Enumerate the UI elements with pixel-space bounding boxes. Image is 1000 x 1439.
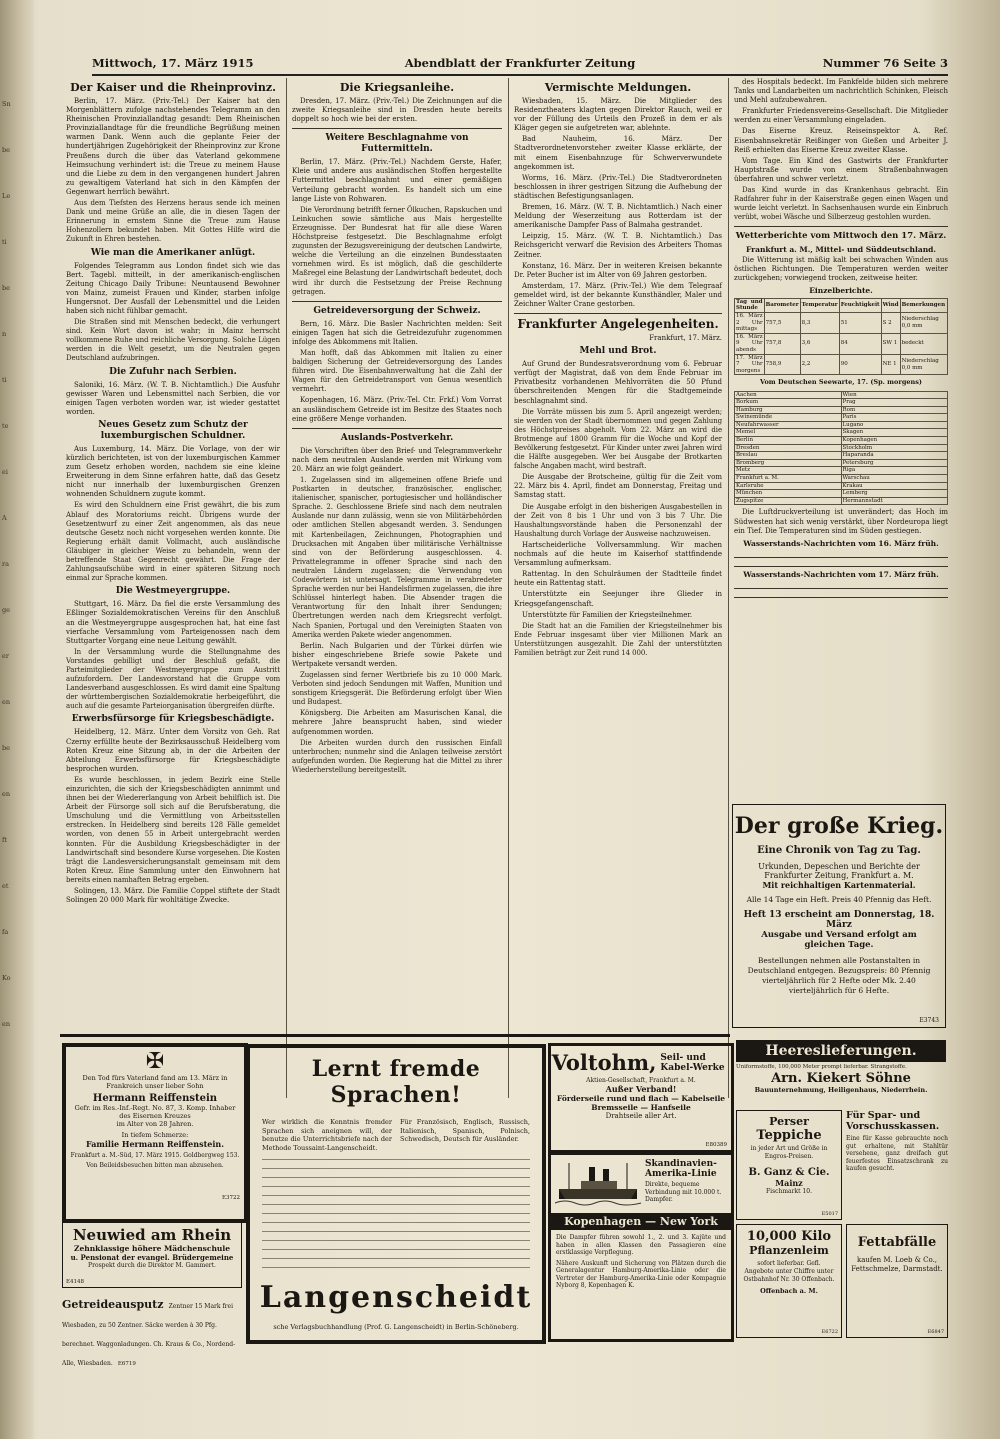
article-headline: Der Kaiser und die Rheinprovinz. <box>70 81 276 94</box>
article-text-continued: Das Kind wurde in das Krankenhaus gebracht. Ein Radfahrer fuhr in der Kaiserstraße gegen einen Wagen und wurde leicht verletzt. In Sachsenhausen wurde ein Einbruch verübt, wobei Wäsche und Silberzeug gestohlen wurden. <box>734 186 948 222</box>
ad-heereslieferungen <box>736 1040 946 1104</box>
station-name: Krakau <box>841 482 948 490</box>
article-text: Worms, 16. März. (Priv.-Tel.) Die Stadtverordneten beschlossen in ihrer gestrigen Sitzung die Aufhebung der städtischen Befestigungsanlagen. <box>514 173 722 200</box>
article-text: Unterstützte für Familien der Kriegsteilnehmer. <box>522 610 693 619</box>
column-rule <box>286 78 287 1098</box>
station-name: Memel <box>735 429 842 437</box>
ad-line: Mit reichhaltigen Kartenmaterial. <box>762 880 916 890</box>
article-text: Solingen, 13. März. Die Familie Coppel stiftete der Stadt Solingen 20 000 Mark für wohltätige Zwecke. <box>66 887 280 905</box>
article-text: Bremen, 16. März. (W. T. B. Nichtamtlich.) Nach einer Meldung der Weserzeitung aus Rotterdam ist der amerikanische Dampfer Pass of Balmaha gestrandet. <box>514 203 722 230</box>
margin-fragment: A <box>2 514 7 522</box>
ad-code: E80389 <box>705 1142 727 1148</box>
article-headline: Auslands-Postverkehr. <box>340 432 454 443</box>
ad-line: Prospekt durch die Direktor M. Gammert. <box>88 1262 216 1269</box>
ad-text: Zentner 15 Mark frei Wiesbaden, zu 50 Zentner. Säcke werden à 30 Pfg. berechnet. Waggonladungen. Ch. Kraus & Co., Nordend-Alle, Wiesbaden. <box>62 1303 236 1367</box>
table-cell: 16. März 9 Uhr abends <box>736 333 763 354</box>
ad-line: in jeder Art und Größe in Engros-Preisen. <box>750 1145 828 1160</box>
ad-text: kaufen M. Loeb & Co., Fettschmelze, Darmstadt. <box>851 1256 943 1273</box>
water-level-data <box>734 582 948 598</box>
article-text: Aus Luxemburg, 14. März. Die Vorlage, von der wir kürzlich berichteten, ist von der luxemburgischen Kammer zum Gesetz erhoben worden, nachdem sie eine kleine Erweiterung in dem Sinne erfahren hatte, daß das Gesetz nicht nur innerhalb der luxemburgischen Grenzen wohnenden Schuldnern zugute kommt. <box>66 444 280 499</box>
table-cell: NE 1 <box>881 354 900 375</box>
table-cell: 758,9 <box>764 354 800 375</box>
column-rule <box>508 78 509 1098</box>
margin-fragment: Sn <box>2 100 11 108</box>
article-text: Vom Tage. Ein Kind des Gastwirts der Frankfurter Hauptstraße wurde von einem Straßenbahnwagen überfahren und schwer verletzt. <box>734 156 948 183</box>
ad-perser-teppiche <box>736 1110 842 1220</box>
steamship-icon <box>555 1159 641 1209</box>
station-name: Stockholm <box>841 444 948 452</box>
dateline: Frankfurt, 17. März. <box>649 334 722 343</box>
station-name: Hamburg <box>735 406 842 414</box>
table-header-cell: Feuchtigkeit <box>839 298 881 312</box>
cropped-margin-text <box>2 100 30 1100</box>
ad-title: Heereslieferungen. <box>736 1040 946 1062</box>
section-headline: Frankfurter Angelegenheiten. <box>517 317 719 332</box>
station-name: Bromberg <box>735 459 842 467</box>
margin-fragment: be <box>2 744 11 752</box>
table-cell: SW 1 <box>881 333 900 354</box>
table-cell: bedeckt <box>900 333 947 354</box>
article-text: Die Ausgabe der Brotscheine, gültig für die Zeit vom 22. März bis 4. April, findet am Donnerstag, Freitag und Samstag statt. <box>514 473 722 500</box>
ad-line: Uniformstoffe, 100,000 Meter prompt lieferbar. Strangstoffe. <box>736 1064 907 1070</box>
ad-code: E3743 <box>919 1017 939 1024</box>
ad-der-grosse-krieg <box>732 804 946 1028</box>
ad-code: E4148 <box>66 1279 85 1285</box>
station-name: Neufahrwasser <box>735 421 842 429</box>
station-table <box>734 391 948 506</box>
margin-fragment: ei <box>2 468 8 476</box>
margin-fragment: et <box>2 882 9 890</box>
station-row <box>735 391 948 399</box>
station-row <box>735 452 948 460</box>
article-text-continued: Die Vorräte müssen bis zum 5. April angezeigt werden; sie werden von der Stadt übernommen und gegen Zahlung des Höchstpreises abgeholt. Vom 22. März an wird die Brotmenge auf 1800 Gramm für die Woche und Kopf der Bevölkerung festgesetzt. Für Kinder unter zwei Jahren wird die Hälfte ausgegeben. Wer bei Ausgabe der Brotkarten falsche Angaben macht, wird bestraft. <box>514 407 722 471</box>
ad-line: Familie Hermann Reiffenstein. <box>86 1139 224 1149</box>
iron-cross-icon: ✠ <box>145 1049 165 1074</box>
ad-line: im Alter von 28 Jahren. <box>116 1120 194 1128</box>
ad-line: Perser <box>769 1115 809 1128</box>
article-text: Bern, 16. März. Die Basler Nachrichten melden: Seit einigen Tagen hat sich die Getreidezufuhr zugenommen infolge des Abkommens mit Italien. <box>292 319 502 346</box>
ad-line: Bauunternehmung, Heiligenhaus, Niederrhein. <box>754 1086 928 1094</box>
ad-subtitle: Seil- und Kabel-Werke <box>660 1052 725 1073</box>
header-date: Mittwoch, 17. März 1915 <box>92 56 254 70</box>
article-text: Heidelberg, 12. März. Unter dem Vorsitz von Geh. Rat Czerny erfüllte heute der Bezirksausschuß Heidelberg vom Roten Kreuz eine Sitzung ab, in der die Arbeiten der Abteilung Erwerbsfürsorge für Kriegsbeschädigte besprochen wurden. <box>66 728 280 773</box>
ad-line: Direkte, bequeme Verbindung mit 10.000 t. Dampfer. <box>645 1181 722 1203</box>
article-text-continued: Die Ausgabe erfolgt in den bisherigen Ausgabestellen in der Zeit von 8 bis 1 Uhr und von 3 bis 7 Uhr. Die Haushaltungsvorstände haben die Personenzahl der Haushaltung durch Vorlage der Ausweise nachzuweisen. <box>514 502 722 538</box>
station-name: Hermannstadt <box>841 497 948 505</box>
article-text-continued: Die Straßen sind mit Menschen bedeckt, die verhungert sind. Kein Wort davon ist wahr; in Mainz herrscht vollkommene Ruhe und reichliche Versorgung. Solche Lügen werden in die Welt gesetzt, um die Neutralen gegen Deutschland aufzubringen. <box>66 318 280 363</box>
article-text: Leipzig, 15. März. (W. T. B. Nichtamtlich.) Das Reichsgericht verwarf die Revision des Arbeiters Thomas Zeitner. <box>514 232 722 259</box>
ad-skandinavien-amerika-linie <box>548 1152 734 1342</box>
article-text: Hartscheiderliche Vollversammlung. Wir machen nochmals auf die heute im Kaiserhof stattfindende Versammlung aufmerksam. <box>514 540 722 568</box>
ad-line: Nähere Auskunft und Sicherung von Plätzen durch die Generalagentur Hamburg-Amerika-Linie oder die Vertreter der Hamburg-Amerika-Linie oder Kompagnie Nyborg 8, Kopenhagen K. <box>556 1259 726 1289</box>
article-headline: Neues Gesetz zum Schutz der luxemburgischen Schuldner. <box>98 419 248 441</box>
article-text-continued: Zugelassen sind ferner Wertbriefe bis zu 10 000 Mark. Verboten sind jedoch Sendungen mit Waffen, Munition und sonstigem Kriegsgerät. Die Beförderung erfolgt über Wien und Budapest. <box>292 670 502 707</box>
ad-line: Bestellungen nehmen alle Postanstalten in Deutschland entgegen. Bezugspreis: 80 Pfennig vierteljährlich für 2 Hefte oder Mk. 2.40 vierteljährlich für 6 Hefte. <box>747 956 931 995</box>
article-text: Bad Nauheim, 16. März. Der Stadtverordnetenvorsteher zweiter Klasse erklärte, der mit einem Eisenbahnzuge für Schwerverwundete angekommen ist. <box>514 135 722 171</box>
ad-footer: sche Verlagsbuchhandlung (Prof. G. Langenscheidt) in Berlin-Schöneberg. <box>273 1323 519 1331</box>
station-row <box>735 490 948 498</box>
article-text-continued: In der Versammlung wurde die Stellungnahme des Vorstandes gebilligt und der Beschluß gefaßt, die Parteimitglieder der Westmeyergruppe zum Austritt aufzufordern. Der Landesvorstand hat die Gruppe vom Landesverband ausgeschlossen. Es wird damit eine Spaltung der württembergischen Sozialdemokratie herbeigeführt, die auch auf die gesamte Parteiorganisation übergreifen dürfte. <box>66 647 280 711</box>
station-name: Warschau <box>841 475 948 483</box>
ad-firm: Arn. Kiekert Söhne <box>771 1071 911 1086</box>
station-row <box>735 475 948 483</box>
table-row <box>735 313 948 334</box>
ad-title: 10,000 Kilo <box>746 1229 832 1244</box>
station-name: Rom <box>841 406 948 414</box>
article-text-continued: Es wird den Schuldnern eine Frist gewährt, die bis zum Ablauf des Moratoriums reicht. Übrigens wurde der Gesetzentwurf zu einer Zeit angenommen, als das neue deutsche Gesetz noch nicht vorgesehen werden konnte. Die Regierung erhält damit Vollmacht, auch ausländische Gläubiger in gleicher Weise zu behandeln, wenn der betreffende Staat Gegenrecht gewährt. Die Frage der Zahlungsaufschübe wird in einer späteren Sitzung noch einmal zur Sprache kommen. <box>66 501 280 583</box>
column-2 <box>292 78 502 1096</box>
margin-fragment: be <box>2 146 11 154</box>
ad-line: Ausgabe und Versand erfolgt am gleichen Tage. <box>761 930 917 950</box>
article-text: Stuttgart, 16. März. Da fiel die erste Versammlung des Eßlinger Sozialdemokratischen Vereins für den Anschluß an die Westmeyergruppe ausgesprochen hat, hat eine fast vierfache Versammlung vom Parteigenossen nach dem Stuttgarter Vorgang eine neue Leitung gewählt. <box>66 600 280 645</box>
ad-title: Getreideausputz <box>62 1298 164 1311</box>
table-title: Einzelberichte. <box>809 285 873 295</box>
station-name: Karlsruhe <box>735 482 842 490</box>
seewarte-title: Vom Deutschen Seewarte, 17. (Sp. morgens) <box>760 378 922 387</box>
column-rule <box>728 78 729 1098</box>
ad-line: Die Dampfer führen sowohl 1., 2. und 3. Kajüte und haben in allen Klassen den Passagieren eine erstklassige Verpflegung. <box>556 1234 726 1256</box>
article-headline: Die Zufuhr nach Serbien. <box>109 366 237 377</box>
article-text: Königsberg. Die Arbeiten am Masurischen Kanal, die mehrere Jahre beansprucht haben, sind wieder aufgenommen worden. <box>292 709 502 736</box>
ad-route: Kopenhagen — New York <box>551 1213 731 1230</box>
station-row <box>735 459 948 467</box>
ad-code: E3722 <box>221 1195 240 1201</box>
station-name: Petersburg <box>841 459 948 467</box>
margin-fragment: ti <box>2 238 7 246</box>
station-name: Lemberg <box>841 490 948 498</box>
station-row <box>735 467 948 475</box>
article-text: Rattentag. In den Schulräumen der Stadtteile findet heute ein Rattentag statt. <box>514 570 722 588</box>
ad-name: Hermann Reiffenstein <box>92 1093 218 1104</box>
ad-line: Teppiche <box>756 1128 822 1143</box>
station-name: Borkum <box>735 399 842 407</box>
margin-fragment: en <box>2 698 11 706</box>
station-name: Metz <box>735 467 842 475</box>
station-row <box>735 444 948 452</box>
ad-code: E6719 <box>117 1361 136 1367</box>
ad-line: Aktien-Gesellschaft, Frankfurt a. M. <box>586 1077 696 1084</box>
ad-subtitle: Pflanzenleim <box>749 1244 829 1257</box>
page-header <box>92 54 948 76</box>
ad-line: Von Beileidsbesuchen bitten man abzusehen. <box>86 1161 224 1169</box>
station-row <box>735 406 948 414</box>
station-name: Dresden <box>735 444 842 452</box>
ad-line: Gefr. im Res.-Inf.-Regt. No. 87, 3. Komp. Inhaber des Eisernen Kreuzes <box>74 1104 236 1120</box>
margin-fragment: ra <box>2 560 9 568</box>
station-row <box>735 429 948 437</box>
water-level-title: Wasserstands-Nachrichten vom 17. März früh. <box>743 569 939 579</box>
header-page-number: Nummer 76 Seite 3 <box>822 56 948 70</box>
table-cell: 17. März 7 Uhr morgens <box>736 354 763 374</box>
margin-fragment: fa <box>2 928 9 936</box>
weather-text: Die Witterung ist mäßig kalt bei schwachen Winden aus östlichen Richtungen. Die Temperaturen werden weiter zurückgehen; vorwiegend trocken, zeitweise heiter. <box>734 255 948 282</box>
station-name: München <box>735 490 842 498</box>
station-name: Swinemünde <box>735 414 842 422</box>
article-text-continued: Die Verordnung betrifft ferner Ölkuchen, Rapskuchen und Leinkuchen sowie sämtliche aus Mais hergestellte Erzeugnisse. Der Bundesrat hat für alle diese Waren Höchstpreise festgesetzt. Die Beschlagnahme erfolgt zugunsten der Bezugsvereinigung der deutschen Landwirte, welche die Verteilung an die einzelnen Bundesstaaten vornehmen wird. Es ist möglich, daß die geschilderte Maßregel eine Belastung der Landwirtschaft bedeutet, doch wird ihr durch die Festsetzung der Preise Rechnung getragen. <box>292 205 502 296</box>
ad-line: Förderseile rund und flach — Kabelseile <box>556 1094 726 1103</box>
ad-body-text <box>262 1158 530 1268</box>
ad-footer: Offenbach a. M. <box>760 1287 818 1295</box>
ad-title: Fettabfälle <box>857 1235 937 1250</box>
station-row <box>735 497 948 505</box>
article-text-continued: Aus dem Tiefsten des Herzens heraus sende ich meinen Dank und meine Grüße an alle, die in diesen Tagen der Erinnerung in ernstem Sinne die Treue zum Hause Hohenzollern bekundet haben. Mit Gottes Hilfe wird die Zukunft in Ehren bestehen. <box>66 199 280 244</box>
table-cell: Niederschlag 0,0 mm <box>900 354 947 375</box>
ad-subtitle: Eine Chronik von Tag zu Tag. <box>757 845 921 856</box>
article-text: Amsterdam, 17. März. (Priv.-Tel.) Wie dem Telegraaf gemeldet wird, ist der bekannte Kunsthändler, Maler und Zeichner Walter Crane gestorben. <box>514 281 722 308</box>
table-cell: 757,8 <box>764 333 800 354</box>
table-row <box>735 354 948 375</box>
ad-getreideausputz <box>62 1293 240 1367</box>
station-row <box>735 414 948 422</box>
table-cell: 51 <box>839 313 881 334</box>
ad-line: In tiefem Schmerze: <box>121 1131 189 1139</box>
ad-title: Der große Krieg. <box>734 813 944 839</box>
margin-fragment: te <box>2 422 9 430</box>
margin-fragment: en <box>2 790 11 798</box>
article-headline: Mehl und Brot. <box>579 346 657 357</box>
article-text: Das Eiserne Kreuz. Reiseinspektor A. Ref. Eisenbahnsekretär Reißinger von Gießen und Arbeiter J. Reiß erhielten das Eiserne Kreuz zweiter Klasse. <box>734 127 948 154</box>
ad-text: sofort lieferbar. Gefl. Angebote unter Chiffre unter Ostbahnhof Nr. 30 Offenbach. <box>743 1260 835 1283</box>
station-row <box>735 437 948 445</box>
station-row <box>735 421 948 429</box>
table-header-cell: Barometer <box>764 298 800 312</box>
ad-title: Neuwied am Rhein <box>72 1226 232 1244</box>
margin-fragment: n <box>2 330 7 338</box>
article-text: Saloniki, 16. März. (W. T. B. Nichtamtlich.) Die Ausfuhr gewisser Waren und Lebensmittel nach Serbien, die vor einigen Tagen verboten worden war, ist wieder gestattet worden. <box>66 380 280 416</box>
article-text: Kopenhagen, 16. März. (Priv.-Tel. Ctr. Frkf.) Vom Vorrat an ausländischem Getreide ist im Besitze des Staates noch eine größere Menge vorhanden. <box>292 396 502 423</box>
ad-line: Den Tod fürs Vaterland fand am 13. März in Frankreich unser lieber Sohn <box>82 1074 228 1090</box>
ad-line: Fischmarkt 10. <box>765 1188 813 1195</box>
margin-fragment: ft <box>2 836 8 844</box>
table-header-cell: Temperatur <box>800 298 839 312</box>
ad-code: E5017 <box>821 1211 838 1217</box>
ad-text: Für Französisch, Englisch, Russisch, Italienisch, Spanisch, Polnisch, Schwedisch, Deutsch für Ausländer. <box>400 1118 530 1143</box>
station-name: Skagen <box>841 429 948 437</box>
station-name: Wien <box>841 391 948 399</box>
weather-subtitle: Frankfurt a. M., Mittel- und Süddeutschland. <box>745 245 937 255</box>
ad-firm: B. Ganz & Cie. <box>748 1167 830 1178</box>
table-cell: Niederschlag 0,0 mm <box>900 313 947 334</box>
ad-line: Drahtseile aller Art. <box>605 1112 677 1120</box>
ad-line: Heft 13 erscheint am Donnerstag, 18. März <box>743 910 935 930</box>
ad-line: Zehnklassige höhere Mädchenschule <box>74 1244 230 1253</box>
table-cell: 8,3 <box>800 313 839 334</box>
ad-line: Frankfurter Zeitung, Frankfurt a. M. <box>764 871 914 880</box>
ads-divider <box>60 1034 730 1037</box>
station-name: Aachen <box>735 391 842 399</box>
article-text: Frankfurter Friedensvereins-Gesellschaft. Die Mitglieder werden zu einer Versammlung eingeladen. <box>734 107 948 125</box>
station-row <box>735 482 948 490</box>
article-text: Auf Grund der Bundesratsverordnung vom 6. Februar verfügt der Magistrat, daß von dem Ende Februar im Privatbesitz vorhandenen Mehlvorräten die 50 Pfund überschreitenden Mengen für die Stadtgemeinde beschlagnahmt sind. <box>514 360 722 405</box>
article-text: Wiesbaden, 15. März. Die Mitglieder des Residenztheaters klagten gegen Direktor Rauch, weil er vor der Füllung des Urteils den Prozeß in dem er als Kläger gegen sie aufgetreten war, ablehnte. <box>514 97 722 133</box>
ad-line: Frankfurt a. M.-Süd, 17. März 1915. Goldbergweg 153. <box>70 1152 240 1159</box>
station-name: Riga <box>841 467 948 475</box>
article-text-continued: Die Stadt hat an die Familien der Kriegsteilnehmer bis Ende Februar insgesamt über vier Millionen Mark an Unterstützungen ausgezahlt. Die Zahl der unterstützten Familien beträgt zur Zeit rund 14 000. <box>514 621 722 657</box>
article-headline: Weitere Beschlagnahme von Futtermitteln. <box>325 133 469 155</box>
article-text: Berlin, 17. März. (Priv.-Tel.) Der Kaiser hat den Morgenblättern zufolge nachstehendes Telegramm an den Rheinischen Provinziallandtag gesandt: Dem Rheinischen Provinziallandtage für die freundliche Begrüßung meinen warmen Dank. Wenn auch die geplante Feier der hundertjährigen Zugehörigkeit der Rheinprovinz zur Krone Preußens durch die über das Vaterland gekommene Heimsuchung verhindert ist: die Treue zu meinem Hause und die Liebe zu dem in den vergangenen hundert Jahren zu gewaltigem Vaterland hat sich in den Kämpfen der Gegenwart herrlich bewährt. <box>66 97 280 196</box>
table-cell: 90 <box>839 354 881 375</box>
article-text: Berlin. Nach Bulgarien und der Türkei dürfen wie bisher eingeschriebene Briefe sowie Pakete und Wertpakete versandt werden. <box>292 641 502 668</box>
table-cell: 84 <box>839 333 881 354</box>
article-text: Folgendes Telegramm aus London findet sich wie das Bert. Tagebl. mitteilt, in der amerikanisch-englischen Zeitung Chicago Daily Tribune: Neuntausend Bewohner von Mainz, zumeist Frauen und Kinder, starben infolge Hungersnot. Der Ausfall der Lebensmittel und die Leiden haben sich nicht fühlbar gemacht. <box>66 261 280 315</box>
ad-code: E6722 <box>821 1329 838 1335</box>
station-name: Lugano <box>841 421 948 429</box>
article-text-continued: Es wurde beschlossen, in jedem Bezirk eine Stelle einzurichten, die sich der Kriegsbeschädigten annimmt und ihnen bei der Wiedererlangung von Arbeit behilflich ist. Die Arbeit der Fürsorge soll sich auf die Berufsberatung, die Umschulung und die Vermittlung von Arbeitsstellen erstrecken. In Heidelberg sind bereits 128 Fälle gemeldet worden, von denen 55 in Arbeit untergebracht werden konnten. Für die Ausbildung Kriegsbeschädigter in der Landwirtschaft sind besondere Kurse vorgesehen. Die Kosten trägt die Landesversicherungsanstalt gemeinsam mit dem Roten Kreuz. Eine Sammlung unter den Einwohnern hat bereits einen namhaften Betrag ergeben. <box>66 775 280 884</box>
table-row <box>735 333 948 354</box>
column-4 <box>734 78 948 798</box>
station-name: Kopenhagen <box>841 437 948 445</box>
article-text: Berlin, 17. März. (Priv.-Tel.) Nachdem Gerste, Hafer, Kleie und andere aus ausländischen Stoffen hergestellte Futtermittel beschlagnahmt und einer gemäßigen Verteilung gebracht worden. Es handelt sich um eine lange Liste von Rohwaren. <box>292 158 502 203</box>
ad-title: Skandinavien-Amerika-Linie <box>645 1159 717 1179</box>
margin-fragment: Ko <box>2 974 11 982</box>
article-text: Unterstützte ein Seejunger ihre Glieder in Kriegsgefangenschaft. <box>514 590 722 608</box>
table-cell: 2,2 <box>800 354 839 375</box>
station-name: Berlin <box>735 437 842 445</box>
column-1 <box>66 78 280 1096</box>
margin-fragment: Le <box>2 192 11 200</box>
article-headline: Getreideversorgung der Schweiz. <box>313 305 481 316</box>
water-level-data <box>734 551 948 567</box>
weather-outlook: Die Luftdruckverteilung ist unverändert; das Hoch im Südwesten hat sich wenig verstärkt, über Nordeuropa liegt ein Tief. Die Temperaturen sind im Süden gestiegen. <box>734 508 948 535</box>
table-cell: S 2 <box>881 313 900 334</box>
station-name: Paris <box>841 414 948 422</box>
article-headline: Erwerbsfürsorge für Kriegsbeschädigte. <box>71 714 275 725</box>
ad-sparkassen <box>846 1110 948 1218</box>
article-headline: Die Kriegsanleihe. <box>339 81 455 94</box>
table-cell: 3,6 <box>800 333 839 354</box>
ad-pflanzenleim <box>736 1224 842 1338</box>
article-text-continued: Die Arbeiten wurden durch den russischen Einfall unterbrochen; nunmehr sind die Anlagen teilweise zerstört aufgefunden worden. Die Regierung hat die Mittel zu ihrer Wiederherstellung bereitgestellt. <box>292 738 502 774</box>
table-header-cell: Tag und Stunde <box>736 298 763 312</box>
ad-voltohm <box>548 1043 734 1153</box>
article-headline: Vermischte Meldungen. <box>544 81 692 94</box>
ad-line: Mainz <box>775 1178 803 1188</box>
ad-line: Bremsseile — Hanfseile <box>591 1103 691 1112</box>
ad-death-notice <box>62 1043 248 1223</box>
ad-code: E6847 <box>927 1329 944 1335</box>
ad-line: Alle 14 Tage ein Heft. Preis 40 Pfennig das Heft. <box>746 895 932 904</box>
ad-line: u. Pensionat der evangel. Brüdergemeine <box>70 1253 234 1262</box>
station-name: Zugspitze <box>735 497 842 505</box>
margin-fragment: en <box>2 1020 11 1028</box>
article-text-continued: 1. Zugelassen sind im allgemeinen offene Briefe und Postkarten in deutscher, französischer, englischer, italienischer, spanischer, portugiesischer und holländischer Sprache. 2. Geschlossene Briefe sind nach dem neutralen Auslande nur dann zulässig, wenn sie von Militärbehörden oder amtlichen Stellen abgesandt werden. 3. Sendungen mit Kartenbeilagen, Zeichnungen, Photographien und Drucksachen mit Angaben über militärische Verhältnisse sind von der Beförderung ausgeschlossen. 4. Privattelegramme in offener Sprache sind nach den neutralen Ländern zugelassen; die Verwendung von Codewörtern ist untersagt. Telegramme in verabredeter Sprache werden nur bei Handelsfirmen zugelassen, die ihre Schlüssel hinterlegt haben. Die Absender tragen die Verantwortung für den Inhalt ihrer Sendungen; Übertretungen werden nach dem Kriegsrecht verfolgt. Nach Spanien, Portugal und den Vereinigten Staaten von Amerika werden Pakete wieder angenommen. <box>292 476 502 639</box>
article-text-continued: Man hofft, daß das Abkommen mit Italien zu einer baldigen Sicherung der Getreideversorgung des Landes führen wird. Die Eisenbahnverwaltung hat die Zahl der Wagen für den Getreidetransport von Genua wesentlich vermehrt. <box>292 348 502 394</box>
ad-title: Für Spar- und Vorschusskassen. <box>846 1110 940 1132</box>
station-name: Frankfurt a. M. <box>735 475 842 483</box>
ad-publisher: Langenscheidt <box>259 1280 533 1315</box>
station-name: Haparanda <box>841 452 948 460</box>
station-row <box>735 399 948 407</box>
ad-text: Eine für Kasse gebrauchte noch gut erhaltene, mit Stahltür versehene, ganz dreifach gut feuerfestes Einsatzschrank zu kaufen gesucht. <box>846 1135 948 1172</box>
water-level-title: Wasserstands-Nachrichten vom 16. März früh. <box>743 538 939 548</box>
article-text: des Hospitals bedeckt. Im Fankfelde bilden sich mehrere Tanks und Landarbeiten um nachrichtlich Schinken, Fleisch und Mehl aufzubewahren. <box>734 78 948 105</box>
ad-title: Lernt fremde Sprachen! <box>311 1056 481 1108</box>
ad-text: Wer wirklich die Kenntnis fremder Sprachen sich aneignen will, der benutze die Unterrichtsbriefe nach der Methode Toussaint-Langenscheidt. <box>262 1118 392 1152</box>
article-headline: Wie man die Amerikaner anlügt. <box>90 247 256 258</box>
weather-title: Wetterberichte vom Mittwoch den 17. März. <box>735 231 947 242</box>
table-header-cell: Bemerkungen <box>900 298 947 312</box>
article-text: Dresden, 17. März. (Priv.-Tel.) Die Zeichnungen auf die zweite Kriegsanleihe sind in Dresden heute bereits doppelt so hoch wie bei der ersten. <box>292 97 502 124</box>
margin-fragment: er <box>2 652 9 660</box>
ad-neuwied <box>62 1222 242 1288</box>
station-name: Prag <box>841 399 948 407</box>
table-cell: 16. März 2 Uhr mittags <box>736 313 763 333</box>
ad-line: Außer Verband! <box>605 1084 677 1094</box>
ad-title: Voltohm, <box>551 1050 657 1075</box>
table-cell: 757,5 <box>764 313 800 334</box>
ad-line: Urkunden, Depeschen und Berichte der <box>758 862 920 871</box>
table-header-cell: Wind <box>881 298 900 312</box>
column-3 <box>514 78 722 1096</box>
article-headline: Die Westmeyergruppe. <box>115 586 231 597</box>
article-text: Die Vorschriften über den Brief- und Telegrammverkehr nach dem neutralen Auslande werden mit Wirkung vom 20. März an wie folgt geändert. <box>292 446 502 473</box>
article-text: Konstanz, 16. März. Der in weiteren Kreisen bekannte Dr. Peter Bucher ist im Alter von 69 Jahren gestorben. <box>514 261 722 279</box>
ad-langenscheidt <box>246 1044 546 1344</box>
margin-fragment: ti <box>2 376 7 384</box>
margin-fragment: be <box>2 284 11 292</box>
weather-table <box>734 298 948 376</box>
header-paper-name: Abendblatt der Frankfurter Zeitung <box>404 56 636 70</box>
margin-fragment: ge <box>2 606 11 614</box>
ad-fettabfaelle <box>846 1224 948 1338</box>
station-name: Breslau <box>735 452 842 460</box>
